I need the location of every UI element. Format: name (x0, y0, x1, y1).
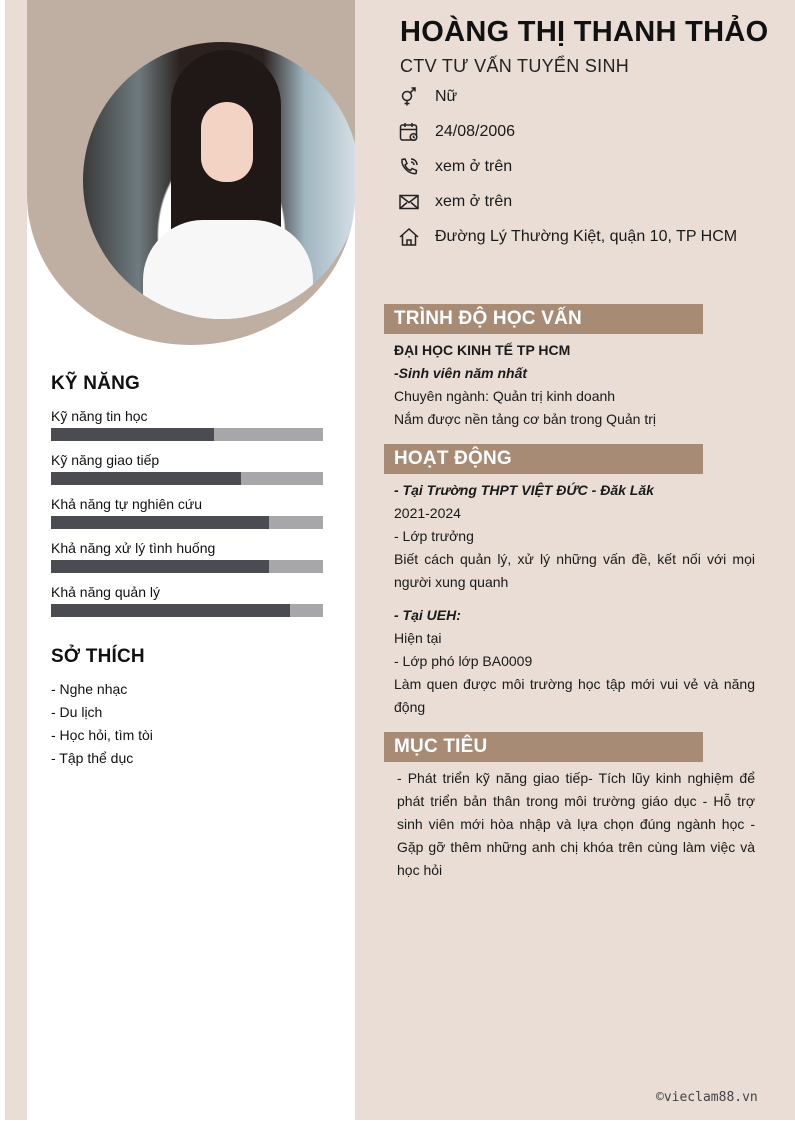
skill-bar-fill (51, 472, 241, 485)
activity-role: - Lớp phó lớp BA0009 (394, 653, 533, 669)
photo-frame (27, 0, 355, 345)
skill-item (51, 452, 323, 468)
profile-photo (83, 42, 355, 319)
birthday-value: 24/08/2006 (435, 123, 516, 140)
education-note: Nắm được nền tảng cơ bản trong Quản trị (394, 411, 656, 427)
activity-time: Hiện tại (394, 630, 442, 646)
address-value: Đường Lý Thường Kiệt, quận 10, TP HCM (435, 228, 738, 245)
activities-title: HOẠT ĐỘNG (384, 444, 703, 474)
skill-bar (51, 560, 323, 573)
calendar-icon (398, 121, 420, 143)
skill-label: Khả năng tự nghiên cứu (51, 496, 203, 512)
phone-value: xem ở trên (435, 158, 513, 175)
phone-icon (398, 156, 420, 178)
email-value: xem ở trên (435, 193, 513, 210)
activity-place: - Tại Trường THPT VIỆT ĐỨC - Đăk Lăk (394, 482, 654, 498)
skill-bar-fill (51, 516, 269, 529)
hobby-item: - Nghe nhạc (51, 681, 128, 697)
job-title: CTV TƯ VẤN TUYỂN SINH (400, 56, 630, 76)
education-title: TRÌNH ĐỘ HỌC VẤN (384, 304, 703, 334)
skill-item (51, 496, 323, 512)
skill-label: Kỹ năng tin học (51, 408, 148, 424)
education-status: -Sinh viên năm nhất (394, 365, 528, 381)
gender-value: Nữ (435, 88, 458, 105)
goals-text: - Phát triển kỹ năng giao tiếp- Tích lũy kinh nghiệm để phát triển bản thân trong môi trường giáo dục - Hỗ trợ sinh viên mới hòa nhập và lựa chọn đúng ngành học - Gặp gỡ thêm những anh chị khóa trên cùng làm việc và học hỏi (397, 770, 755, 878)
skill-bar (51, 428, 323, 441)
skill-bar-fill (51, 428, 214, 441)
info-address (398, 225, 737, 249)
skill-bar-fill (51, 560, 269, 573)
activity-place: - Tại UEH: (394, 607, 461, 623)
skill-item (51, 408, 323, 424)
activity-role: - Lớp trưởng (394, 528, 474, 544)
hobby-item: - Học hỏi, tìm tòi (51, 727, 153, 743)
skill-item (51, 540, 323, 556)
mail-icon (398, 191, 420, 213)
goals-title: MỤC TIÊU (384, 732, 703, 762)
skill-label: Khả năng quản lý (51, 584, 160, 600)
info-gender (398, 85, 457, 109)
skill-bar (51, 516, 323, 529)
skill-item (51, 584, 323, 600)
home-icon (398, 226, 420, 248)
education-major: Chuyên ngành: Quản trị kinh doanh (394, 388, 616, 404)
skill-label: Khả năng xử lý tình huống (51, 540, 216, 556)
activity-time: 2021-2024 (394, 505, 461, 521)
skill-bar (51, 604, 323, 617)
activity-description: Biết cách quản lý, xử lý những vấn đề, kết nối với mọi người xung quanh (394, 551, 755, 590)
hobby-item: - Du lịch (51, 704, 103, 720)
skills-title: KỸ NĂNG (51, 373, 141, 394)
gender-icon (398, 86, 420, 108)
info-email (398, 190, 512, 214)
skill-bar (51, 472, 323, 485)
candidate-name: HOÀNG THỊ THANH THẢO (400, 16, 769, 48)
skill-label: Kỹ năng giao tiếp (51, 452, 160, 468)
activity-description: Làm quen được môi trường học tập mới vui vẻ và năng động (394, 676, 755, 715)
education-school: ĐẠI HỌC KINH TẾ TP HCM (394, 342, 571, 358)
hobby-item: - Tập thể dục (51, 750, 134, 766)
hobbies-title: SỞ THÍCH (51, 646, 145, 667)
info-phone (398, 155, 512, 179)
info-birthday (398, 120, 515, 144)
skill-bar-fill (51, 604, 290, 617)
watermark: ©vieclam88.vn (656, 1090, 758, 1105)
